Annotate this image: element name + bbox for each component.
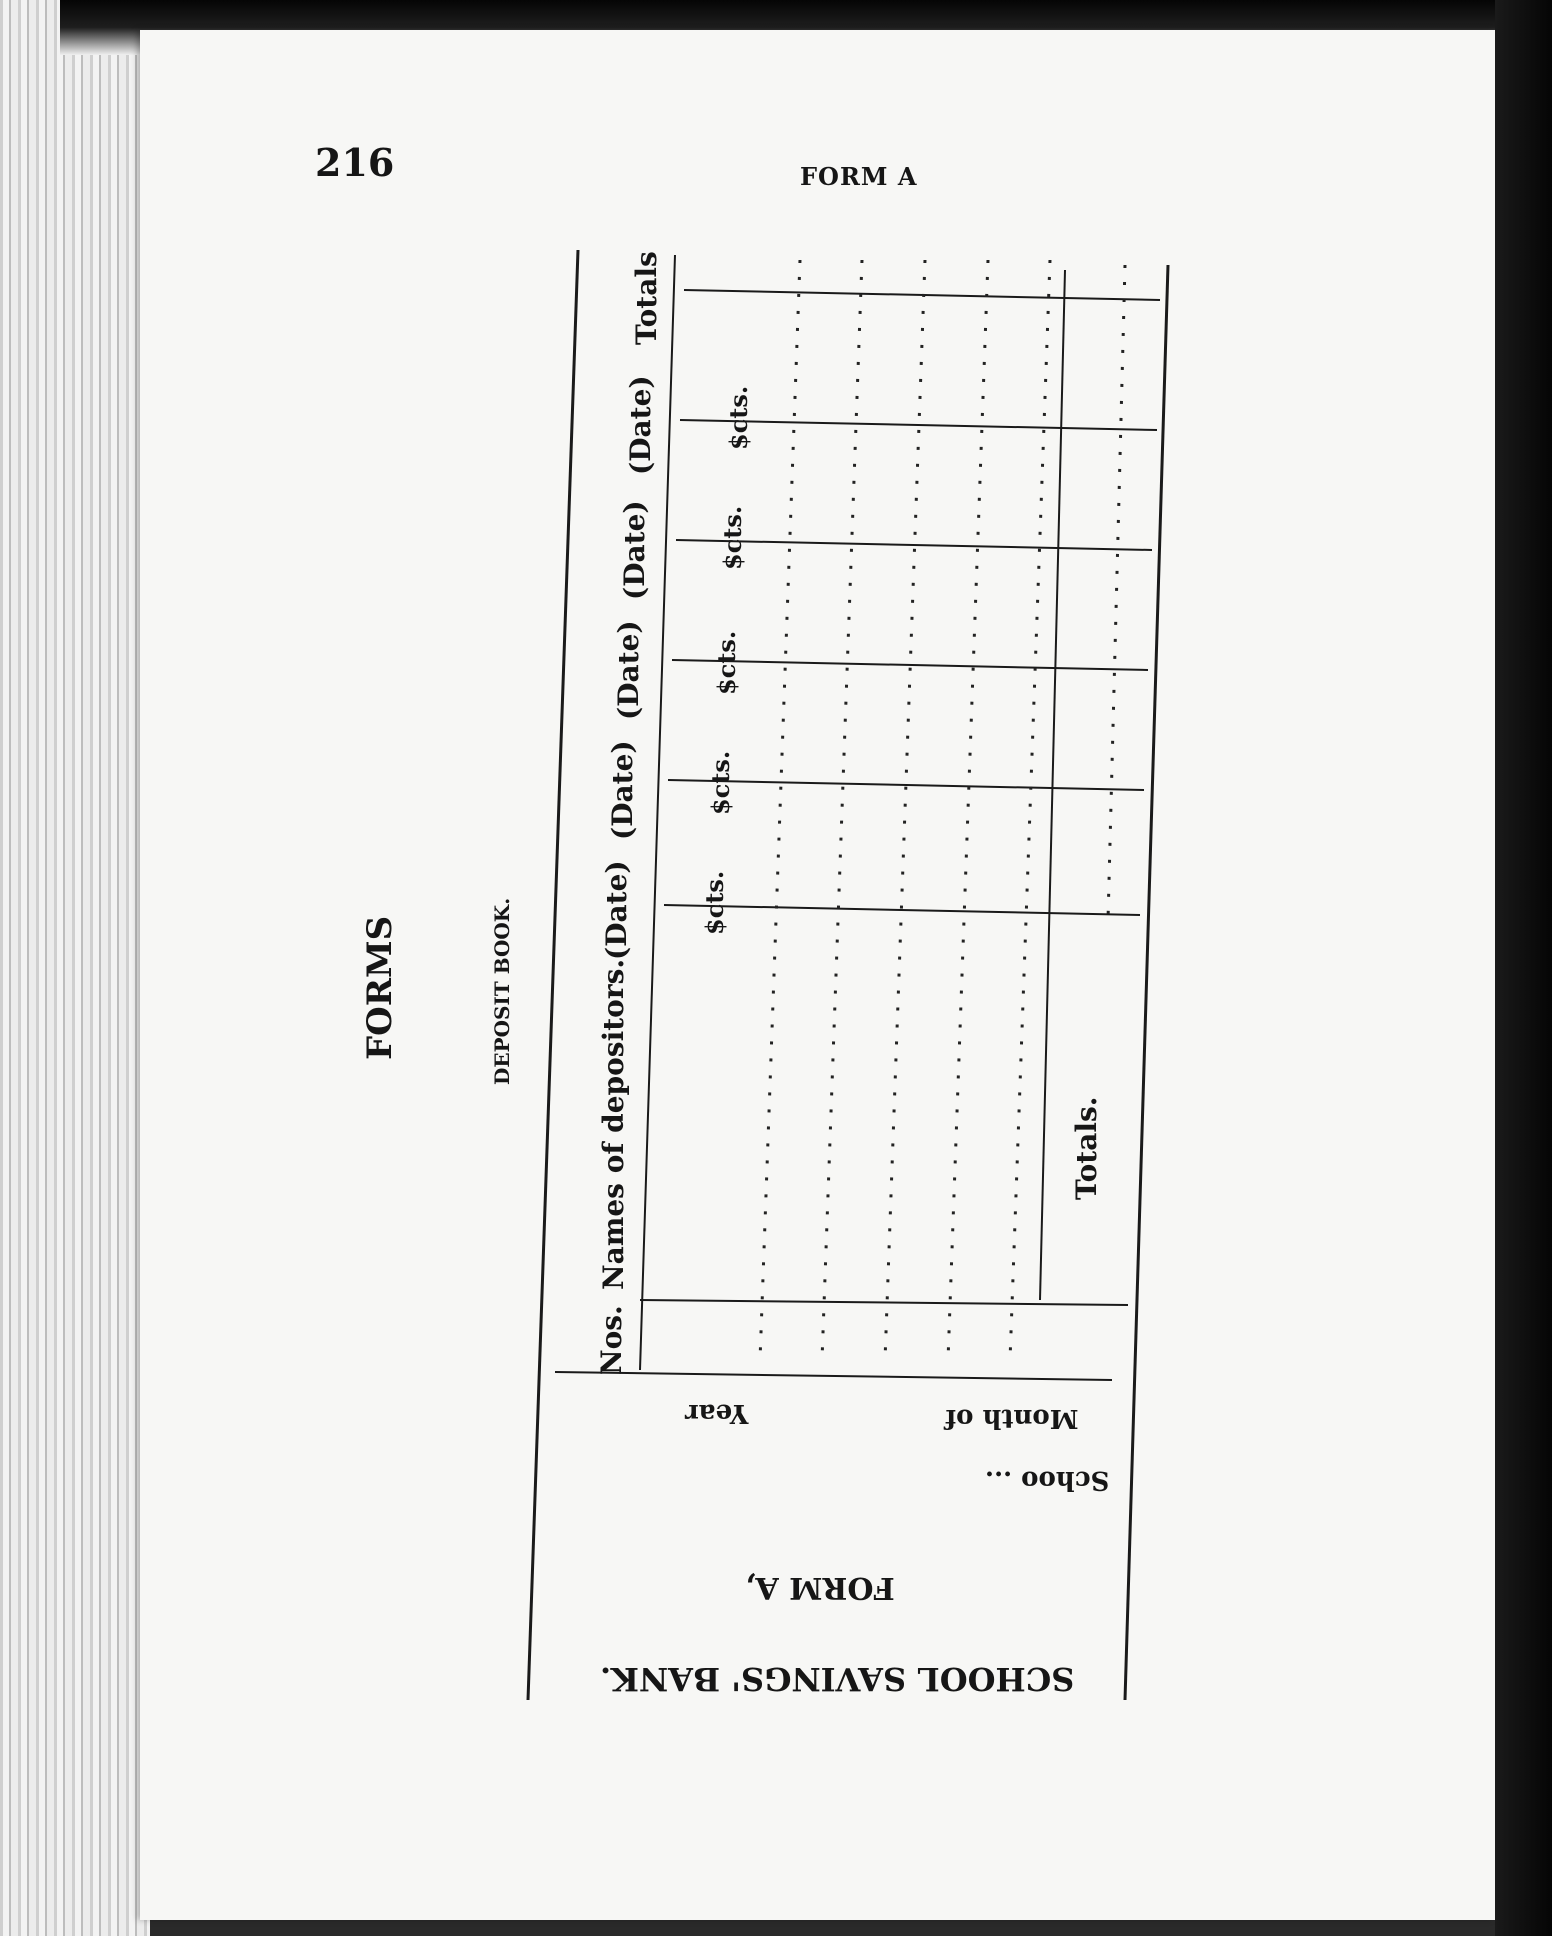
col-totals: Totals xyxy=(630,251,663,345)
totals-row-label: Totals. xyxy=(1070,1096,1103,1200)
table-left-border xyxy=(528,250,578,1700)
col-date-2: (Date) xyxy=(606,740,639,840)
running-head: FORM A xyxy=(800,162,918,191)
col-date-4: (Date) xyxy=(618,500,651,600)
money-head-2: $cts. xyxy=(706,750,735,815)
col-date-5: (Date) xyxy=(624,375,657,475)
school-label: Schoo ... xyxy=(985,1465,1110,1495)
money-head-4: $cts. xyxy=(718,505,747,570)
col-names: Names of depositors. xyxy=(597,958,630,1290)
bank-title: SCHOOL SAVINGS' BANK. xyxy=(600,1660,1075,1698)
page-number: 216 xyxy=(315,140,395,185)
money-head-1: $cts. xyxy=(700,870,729,935)
col-nos: Nos. xyxy=(595,1305,628,1375)
money-head-3: $cts. xyxy=(712,630,741,695)
rule-1 xyxy=(684,290,1160,300)
table-right-border xyxy=(1125,265,1168,1700)
header-rule xyxy=(640,255,675,1370)
col-date-3: (Date) xyxy=(612,620,645,720)
form-label: FORM A, xyxy=(745,1570,895,1605)
section-title: FORMS xyxy=(360,915,400,1060)
year-label: Year xyxy=(685,1398,749,1428)
rule-2 xyxy=(680,420,1157,430)
names-rule xyxy=(640,1300,1128,1305)
rule-7 xyxy=(555,1372,1112,1380)
totals-rule xyxy=(1040,270,1065,1300)
rule-3 xyxy=(676,540,1152,550)
money-head-5: $cts. xyxy=(724,385,753,450)
month-label: Month of xyxy=(945,1403,1079,1433)
deposit-book-subtitle: DEPOSIT BOOK. xyxy=(490,897,514,1085)
col-date-1: (Date) xyxy=(600,860,633,960)
